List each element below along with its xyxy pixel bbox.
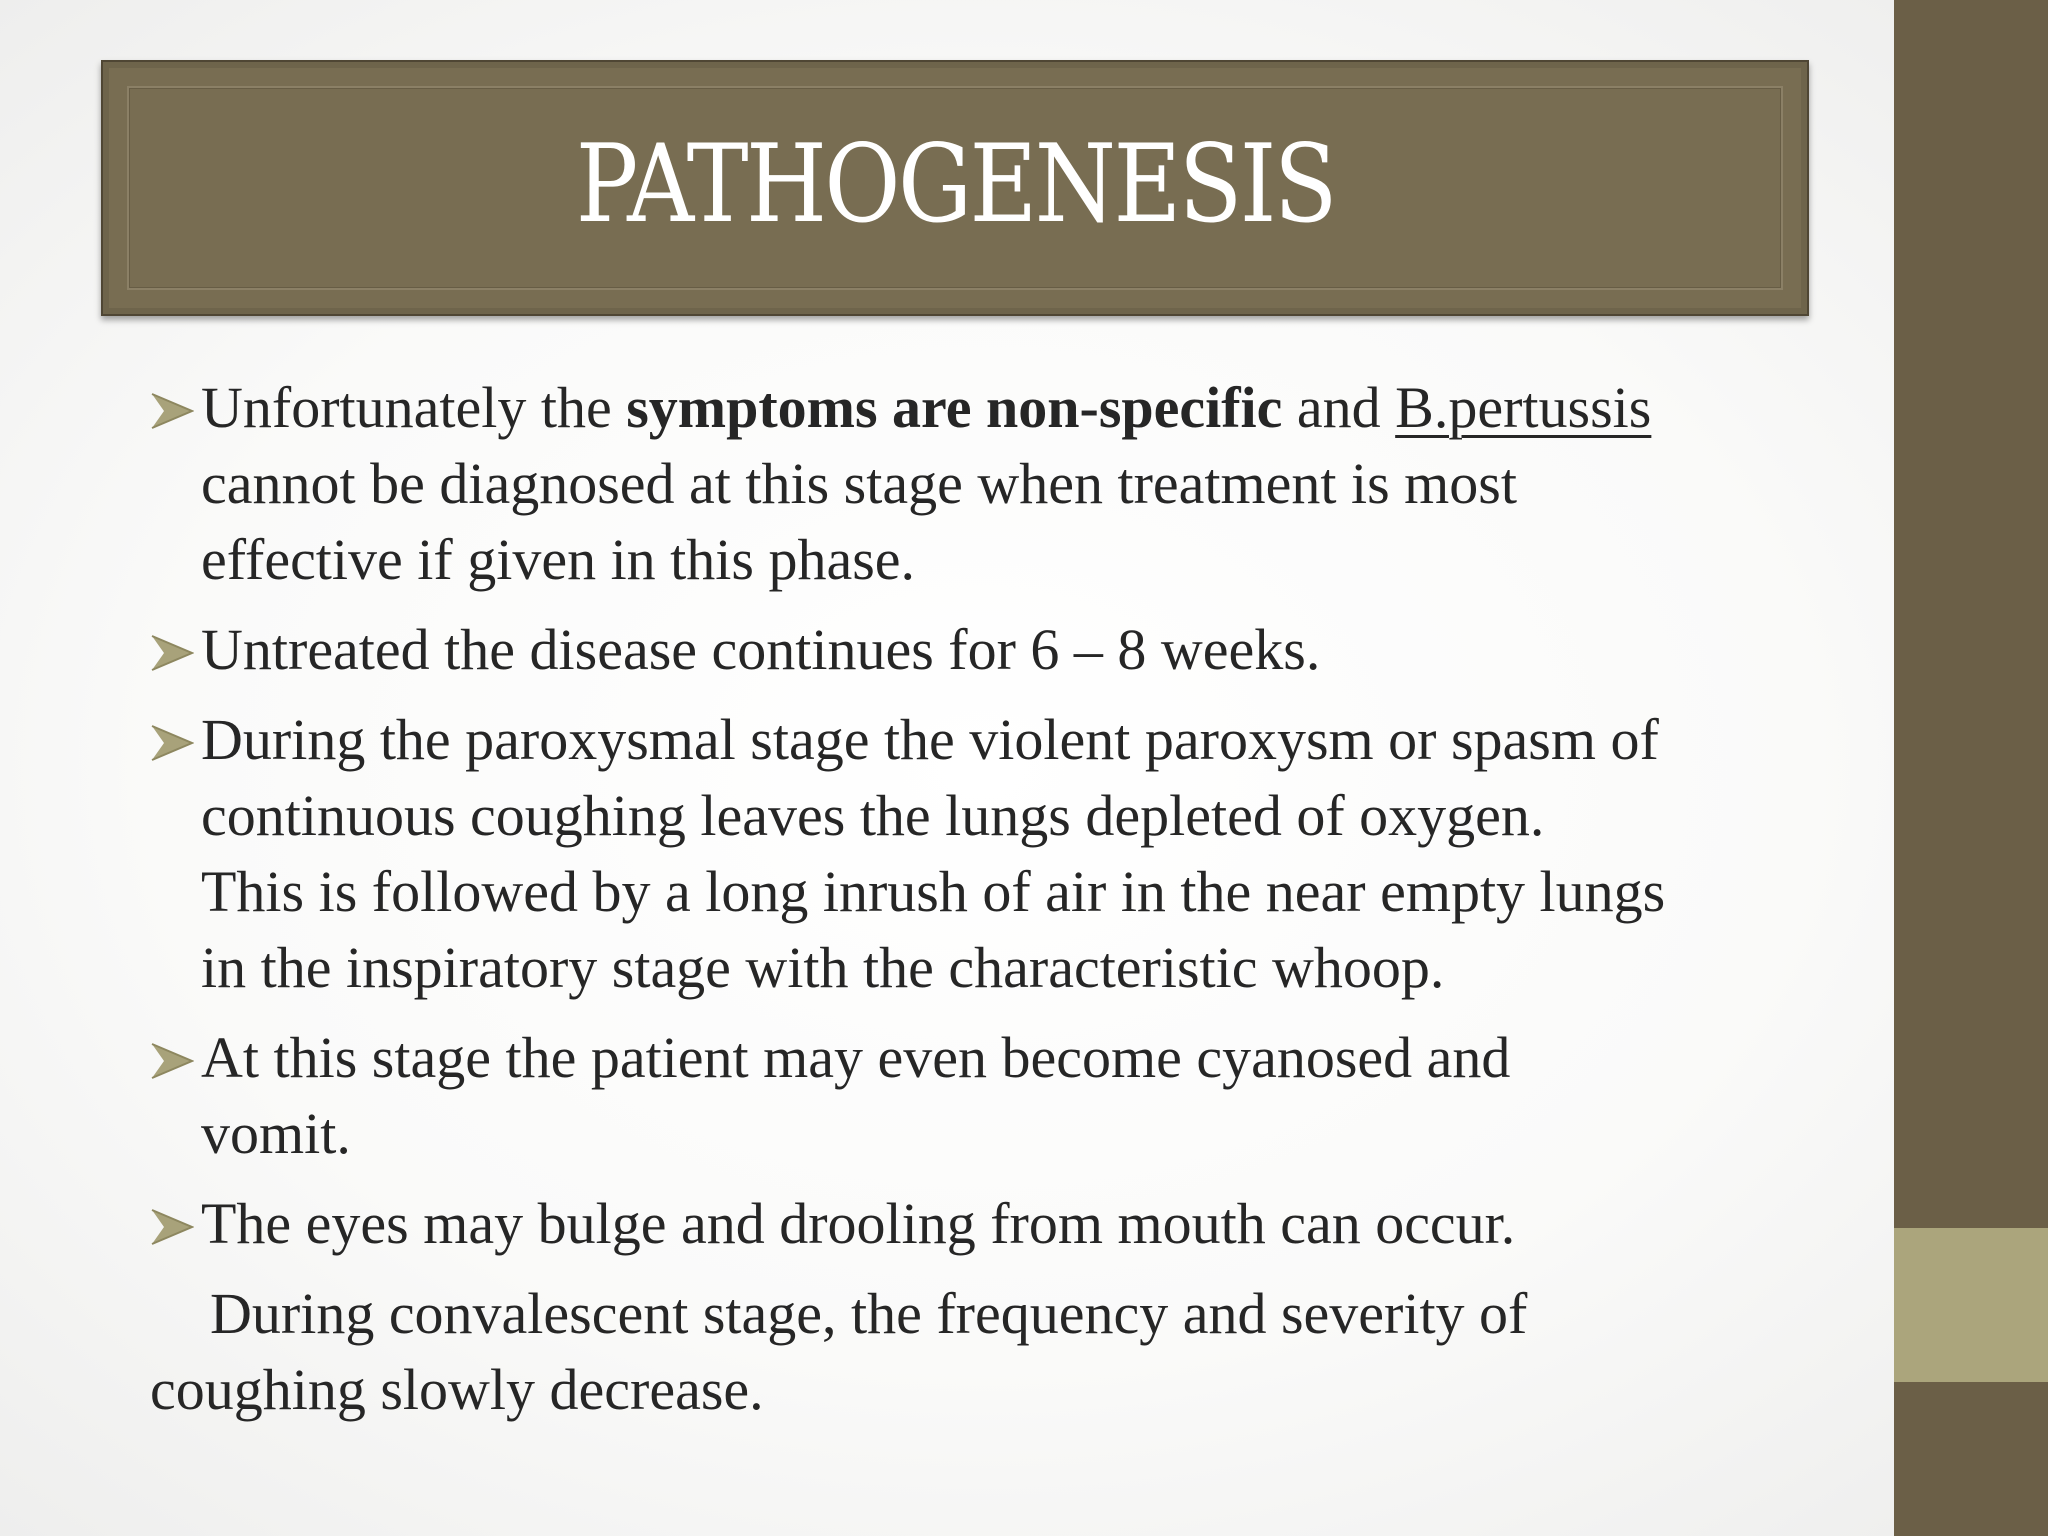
arrow-bullet-icon — [150, 1042, 194, 1080]
side-bar-accent — [1894, 1228, 2048, 1382]
bullet-item — [150, 612, 1800, 688]
bullet-line: in the inspiratory stage with the characteristic whoop. — [201, 935, 1445, 1000]
bullet-line: At this stage the patient may even become cyanosed and — [201, 1025, 1511, 1090]
bullet-item — [150, 702, 1800, 1006]
closing-paragraph — [150, 1276, 1800, 1428]
slide-body — [150, 370, 1800, 1428]
title-banner — [101, 60, 1809, 316]
bullet-line: cannot be diagnosed at this stage when treatment is most — [201, 451, 1517, 516]
closing-line: coughing slowly decrease. — [150, 1357, 764, 1422]
bullet-item — [150, 1020, 1800, 1172]
bullet-line: This is followed by a long inrush of air in the near empty lungs — [201, 859, 1666, 924]
bullet-underlined-text: B.pertussis — [1395, 375, 1652, 440]
bullet-line — [201, 370, 1800, 446]
arrow-bullet-icon — [150, 1208, 194, 1246]
arrow-bullet-icon — [150, 392, 194, 430]
bullet-line: continuous coughing leaves the lungs depleted of oxygen. — [201, 783, 1545, 848]
bullet-text: and — [1282, 375, 1396, 440]
arrow-bullet-icon — [150, 724, 194, 762]
bullet-item — [150, 1186, 1800, 1262]
arrow-bullet-icon — [150, 634, 194, 672]
bullet-text: Unfortunately the — [201, 375, 627, 440]
bullet-line: The eyes may bulge and drooling from mouth can occur. — [201, 1191, 1516, 1256]
bullet-line: During the paroxysmal stage the violent paroxysm or spasm of — [201, 707, 1659, 772]
slide-title: PATHOGENESIS — [575, 121, 1335, 247]
bullet-bold-text: symptoms are non-specific — [626, 375, 1283, 440]
bullet-line: effective if given in this phase. — [201, 527, 916, 592]
bullet-line: Untreated the disease continues for 6 – 8 weeks. — [201, 617, 1321, 682]
bullet-line: vomit. — [201, 1101, 351, 1166]
bullet-item — [150, 370, 1800, 598]
closing-line: During convalescent stage, the frequency and severity of — [210, 1281, 1528, 1346]
